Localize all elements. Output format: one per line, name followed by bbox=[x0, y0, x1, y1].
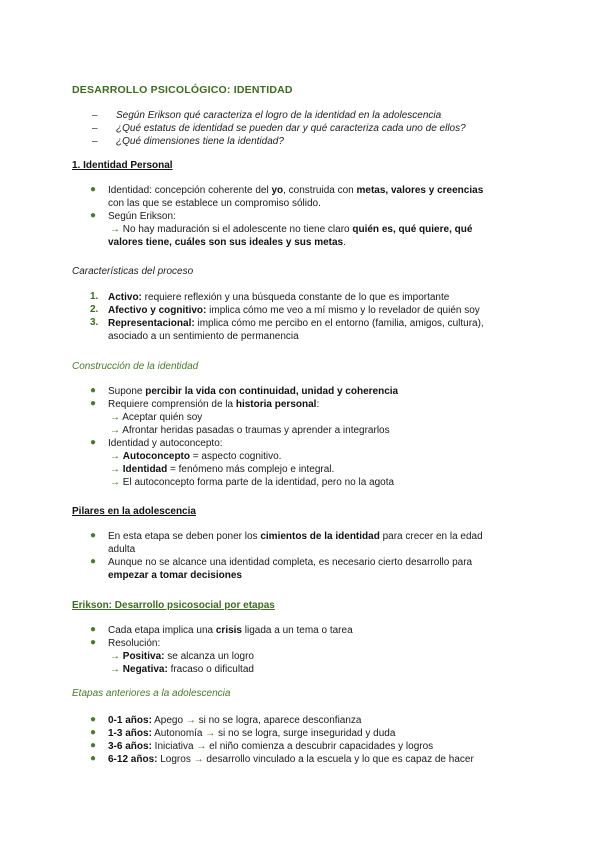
bullet-icon: ● bbox=[90, 727, 97, 738]
arrow-line: → No hay maduración si el adolescente no tiene claro quién es, qué quiere, qué bbox=[110, 224, 473, 235]
subheading-caracteristicas: Características del proceso bbox=[72, 266, 194, 277]
document-title: DESARROLLO PSICOLÓGICO: IDENTIDAD bbox=[72, 84, 293, 96]
bullet-icon: ● bbox=[90, 556, 97, 567]
arrow-line: → El autoconcepto forma parte de la identidad, pero no la agota bbox=[110, 477, 395, 488]
document-page: DESARROLLO PSICOLÓGICO: IDENTIDAD – Según Erikson qué caracteriza el logro de la identidad en la adolescencia – ¿Qué estatus de identidad se pueden dar y qué caracteriza cada uno de ellos? – ¿Qué dimensiones tiene la identidad? 1. Identidad Personal ● Identidad: concepción coherente del yo, construida con metas, valores y creencias con las que se establece un compromiso sólido. ● Según Erikson: → No hay maduración si el adolescente no tiene claro quién es, qué quiere, qué valores tiene, cuáles son sus ideales y sus metas. Características del proceso 1. Activo: requiere reflexión y una búsqueda constante de lo que es importante 2. Afectivo y cognitivo: implica cómo me veo a mí mismo y lo revelador de quién soy 3. Representacional: implica cómo me percibo en el entorno (familia, amigos, cultura), asociado a un sentimiento de permanencia Construcción de la identidad ● Supone percibir la vida con continuidad, unidad y coherencia ● Requiere comprensión de la historia personal: → Aceptar quién soy → Afrontar heridas pasadas o traumas y aprender a integrarlos ● Identidad y autoconcepto: → Autoconcepto = aspecto cognitivo. → Identidad = fenómeno más complejo e integral. → El autoconcepto forma parte de la identidad, pero no la agota Pilares en la adolescencia ● En esta etapa se deben poner los cimientos de la identidad para crecer en la edad adulta ● Aunque no se alcance una identidad completa, es necesario cierto desarrollo para empezar a tomar decisiones Erikson: Desarrollo psicosocial por etapas ● Cada etapa implica una crisis ligada a un tema o tarea ● Resolución: → Positiva: se alcanza un logro → Negativa: fracaso o dificultad Etapas anteriores a la adolescencia ● 0-1 años: Apego → si no se logra, aparece desconfianza ● 1-3 años: Autonomía → si no se logra, surge inseguridad y duda ● 3-6 años: Iniciativa → el niño comienza a descubrir capacidades y logros ● 6-12 años: Logros → desarrollo vinculado a la escuela y lo que es capaz de hacer bbox=[72, 84, 484, 765]
arrow-right-icon: → bbox=[196, 741, 207, 752]
arrow-line: → Positiva: se alcanza un logro bbox=[110, 651, 254, 662]
arrow-right-icon: → bbox=[110, 412, 120, 423]
bullet-icon: ● bbox=[90, 530, 97, 541]
arrow-line: → Identidad = fenómeno más complejo e integral. bbox=[110, 464, 335, 475]
question-text: Según Erikson qué caracteriza el logro de la identidad en la adolescencia bbox=[116, 110, 442, 121]
bullet-icon: ● bbox=[90, 624, 97, 635]
bullet-icon: ● bbox=[90, 398, 97, 409]
section-heading-pilares: Pilares en la adolescencia bbox=[72, 506, 196, 517]
bullet-icon: ● bbox=[90, 637, 97, 648]
bullet-icon: ● bbox=[90, 714, 97, 725]
arrow-right-icon: → bbox=[185, 715, 196, 726]
arrow-line: → Afrontar heridas pasadas o traumas y aprender a integrarlos bbox=[110, 425, 390, 436]
arrow-right-icon: → bbox=[110, 664, 120, 675]
bullet-icon: ● bbox=[90, 437, 97, 448]
bullet-icon: ● bbox=[90, 385, 97, 396]
arrow-right-icon: → bbox=[193, 754, 204, 765]
subheading-etapas: Etapas anteriores a la adolescencia bbox=[72, 688, 231, 699]
arrow-right-icon: → bbox=[205, 728, 216, 739]
arrow-line-continued: valores tiene, cuáles son sus ideales y sus metas. bbox=[108, 237, 346, 248]
arrow-line: → Aceptar quién soy bbox=[110, 412, 203, 423]
arrow-right-icon: → bbox=[110, 651, 120, 662]
arrow-right-icon: → bbox=[110, 451, 120, 462]
arrow-right-icon: → bbox=[110, 477, 120, 488]
arrow-right-icon: → bbox=[110, 464, 120, 475]
question-text: ¿Qué estatus de identidad se pueden dar y qué caracteriza cada uno de ellos? bbox=[116, 123, 466, 134]
section-heading-identidad-personal: 1. Identidad Personal bbox=[72, 160, 173, 171]
arrow-right-icon: → bbox=[110, 224, 120, 235]
bullet-icon: ● bbox=[90, 210, 97, 221]
arrow-line: → Negativa: fracaso o dificultad bbox=[110, 664, 254, 675]
arrow-line: → Autoconcepto = aspecto cognitivo. bbox=[110, 451, 282, 462]
subheading-construccion: Construcción de la identidad bbox=[72, 361, 199, 372]
section-heading-erikson: Erikson: Desarrollo psicosocial por etapas bbox=[72, 600, 275, 611]
bullet-icon: ● bbox=[90, 184, 97, 195]
bullet-icon: ● bbox=[90, 753, 97, 764]
bullet-icon: ● bbox=[90, 740, 97, 751]
arrow-right-icon: → bbox=[110, 425, 120, 436]
question-text: ¿Qué dimensiones tiene la identidad? bbox=[116, 136, 284, 147]
